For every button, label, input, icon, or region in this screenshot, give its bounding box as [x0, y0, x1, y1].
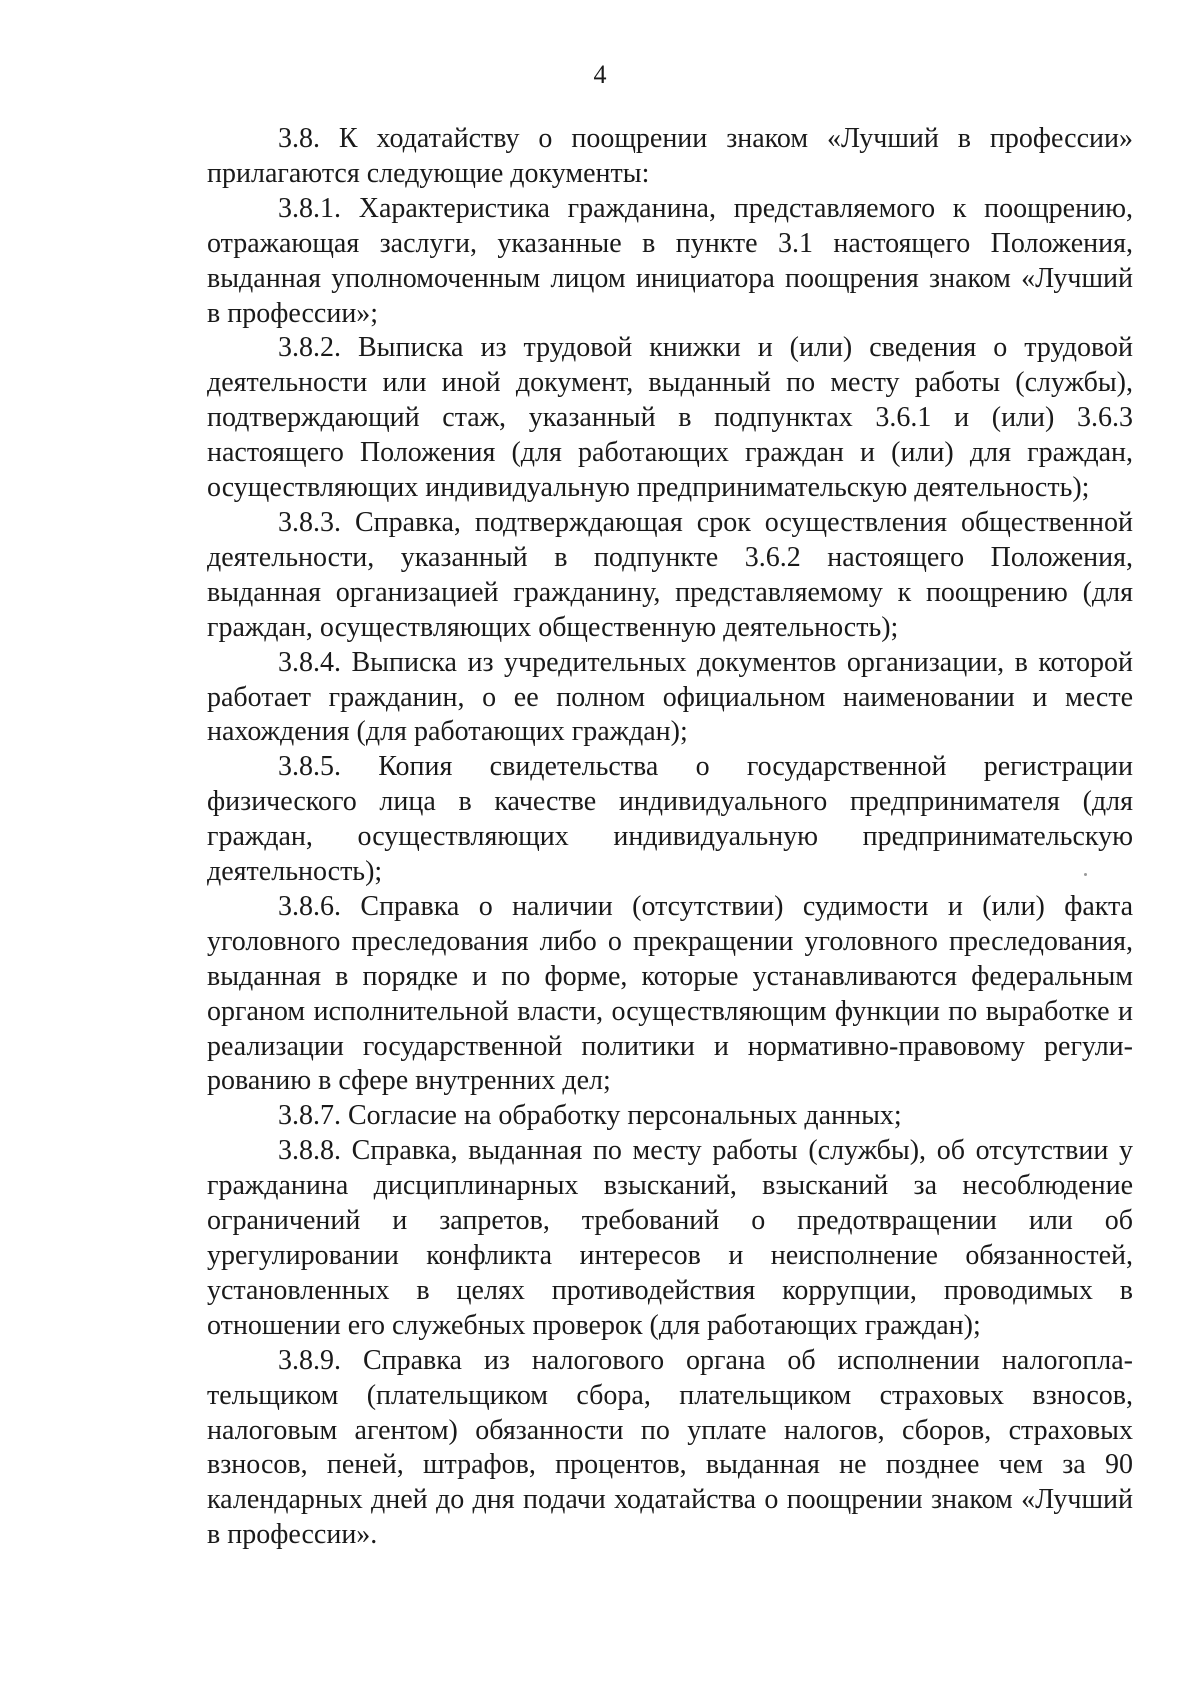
paragraph-3-8-1: 3.8.1. Характеристика гражданина, представляемого к поощрению, отражающая заслуги, указанные в пункте 3.1 настоящего Положения, выданная уполномоченным лицом инициатора поощрения знаком «Лучший в профессии»; — [207, 192, 1133, 329]
scan-speck — [1084, 873, 1087, 876]
paragraph-3-8-8: 3.8.8. Справка, выданная по месту работы (службы), об отсутствии у гражданина дисциплинарных взысканий, взысканий за несоблюдение ограничений и запретов, требований о предотвращении или об урегулировании конфликта интересов и неисполнение обязанностей, установленных в целях противодействия коррупции, проводимых в отношении его служебных проверок (для работающих граждан); — [207, 1135, 1133, 1341]
paragraph-3-8-4: 3.8.4. Выписка из учредительных документов организации, в которой работает гражданин, о ее полном официальном наименовании и месте нахождения (для работающих граждан); — [207, 646, 1133, 748]
paragraph-3-8-7: 3.8.7. Согласие на обработку персональных данных; — [278, 1100, 902, 1132]
paragraph-3-8-2: 3.8.2. Выписка из трудовой книжки и (или) сведения о трудовой деятельности или иной документ, выданный по месту работы (службы), подтверждающий стаж, указанный в подпунктах 3.6.1 и (или) 3.6.3 настоящего Положения (для работающих граждан и (или) для граждан, осуществляющих индивидуальную предпринимательскую деятельность); — [207, 332, 1133, 504]
paragraph-3-8-5: 3.8.5. Копия свидетельства о государственной регистрации физического лица в качестве индивидуального предпринимателя (для граждан, осуществляющих индивидуальную предпринимательскую деятельность); — [207, 751, 1133, 888]
paragraph-3-8-3: 3.8.3. Справка, подтверждающая срок осуществления общественной деятельности, указанный в подпункте 3.6.2 настоящего Положения, выданная организацией гражданину, представляемому к поощрению (для граждан, осуществляющих общественную деятельность); — [207, 506, 1133, 643]
document-body — [207, 122, 1133, 1553]
paragraph-3-8-9: 3.8.9. Справка из налогового органа об исполнении налогоплательщиком (плательщиком сбора, плательщиком страховых взносов, налоговым агентом) обязанности по уплате налогов, сборов, страховых взносов, пеней, штрафов, процентов, выданная не позднее чем за 90 календарных дней до дня подачи ходатайства о поощрении знаком «Лучший в профессии». — [207, 1344, 1133, 1551]
paragraph-3-8-6: 3.8.6. Справка о наличии (отсутствии) судимости и (или) факта уголовного преследования либо о прекращении уголовного преследования, выданная в порядке и по форме, которые устанавливаются федеральным органом исполнительной власти, осуществляющим функции по выработке и реализации государственной политики и нормативно-правовому регулированию в сфере внутренних дел; — [207, 890, 1133, 1097]
page-number: 4 — [593, 60, 607, 89]
paragraph-3-8: 3.8. К ходатайству о поощрении знаком «Лучший в профессии» прилагаются следующие документы: — [207, 123, 1133, 189]
